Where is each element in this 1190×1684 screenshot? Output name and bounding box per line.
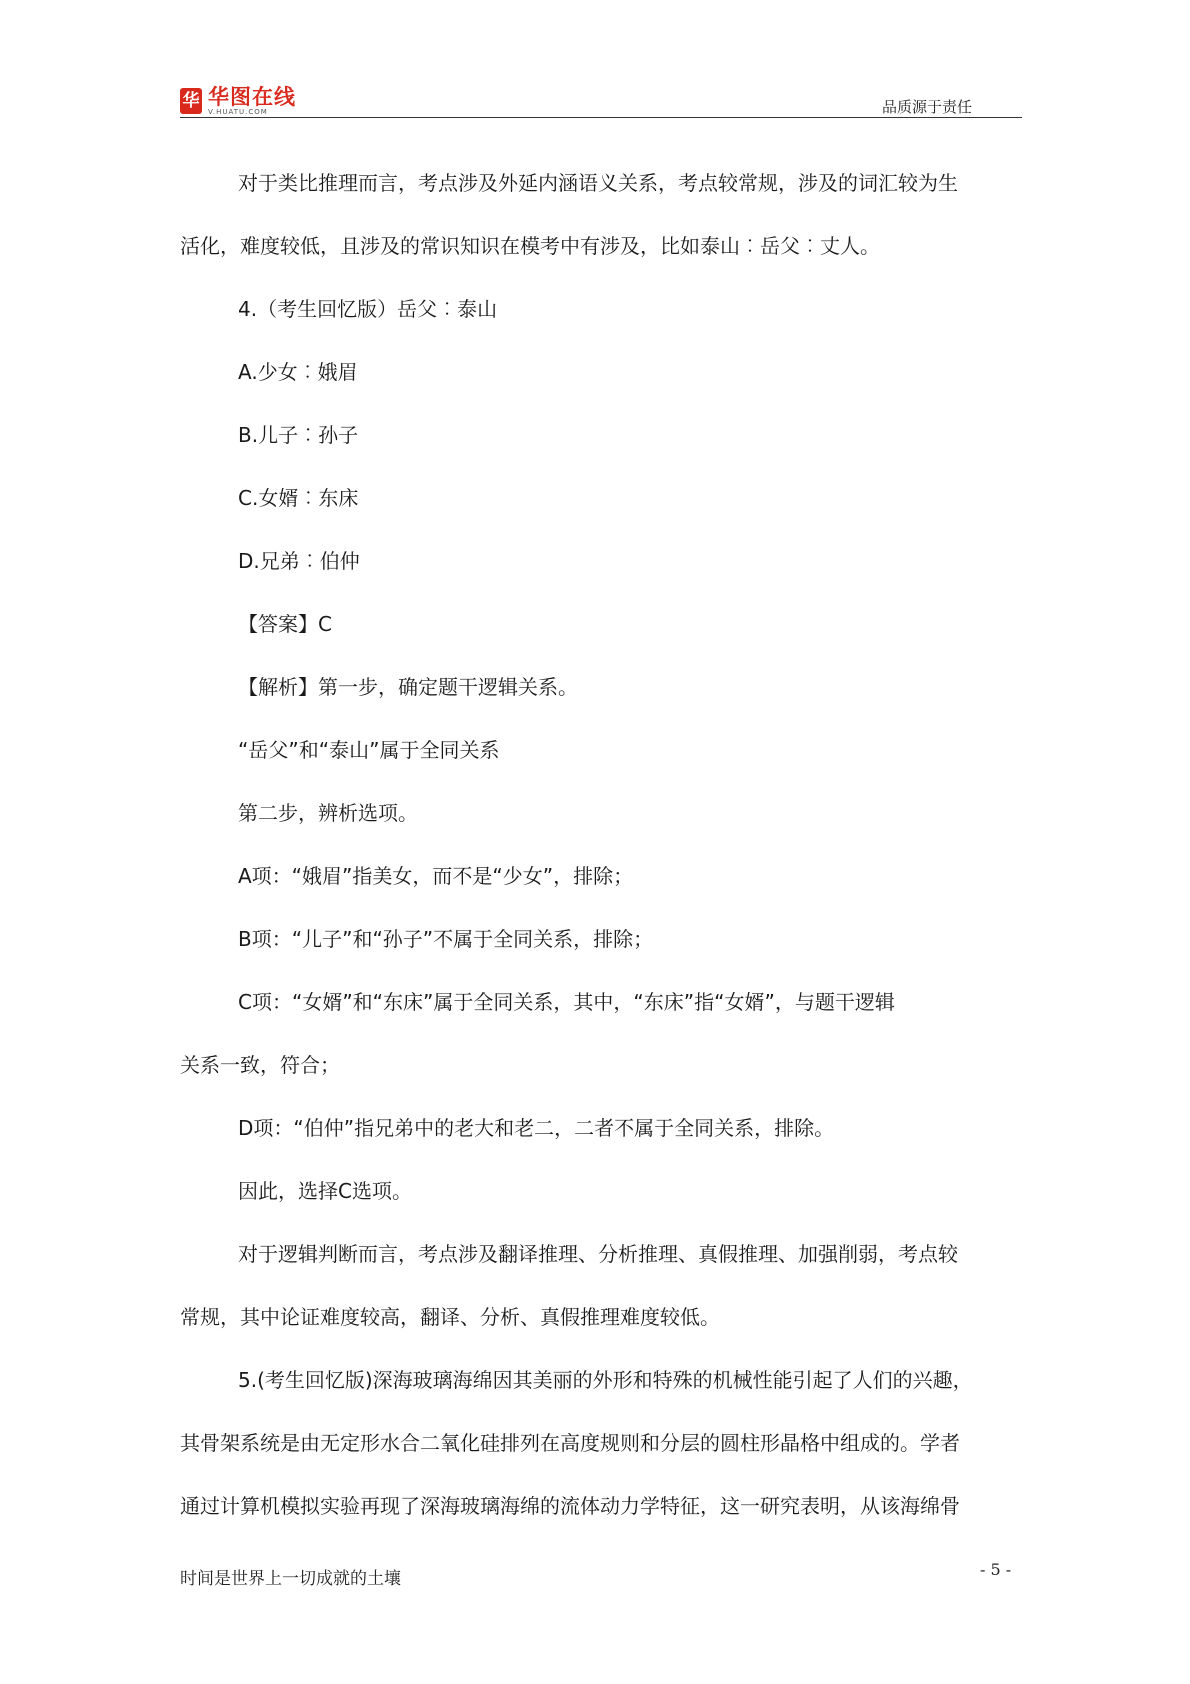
body-line: A.少女︰娥眉 <box>238 360 358 384</box>
body-line: C.女婿︰东床 <box>238 486 359 510</box>
body-line: D.兄弟︰伯仲 <box>238 549 360 573</box>
logo-brand: 华图在线 <box>208 85 296 109</box>
body-line: 常规，其中论证难度较高，翻译、分析、真假推理难度较低。 <box>180 1305 720 1329</box>
page-header <box>180 84 1022 120</box>
body-line: 其骨架系统是由无定形水合二氧化硅排列在高度规则和分层的圆柱形晶格中组成的。学者 <box>180 1431 960 1455</box>
body-line: 活化，难度较低，且涉及的常识知识在模考中有涉及，比如泰山︰岳父︰丈人。 <box>180 234 880 258</box>
body-line: 对于类比推理而言，考点涉及外延内涵语义关系，考点较常规，涉及的词汇较为生 <box>238 171 958 195</box>
body-line: 4.（考生回忆版）岳父︰泰山 <box>238 297 498 321</box>
huatu-logo <box>180 84 296 118</box>
body-line: 关系一致，符合； <box>180 1053 340 1077</box>
logo-mark-icon: 华 <box>180 88 202 114</box>
body-line: 【解析】第一步，确定题干逻辑关系。 <box>238 675 578 699</box>
body-line: B项：“儿子”和“孙子”不属于全同关系，排除； <box>238 927 654 951</box>
body-line: D项：“伯仲”指兄弟中的老大和老二，二者不属于全同关系，排除。 <box>238 1116 835 1140</box>
logo-text <box>208 86 296 116</box>
footer-motto: 时间是世界上一切成就的土壤 <box>180 1569 401 1589</box>
page-number: - 5 - <box>980 1560 1012 1579</box>
body-line: 第二步，辨析选项。 <box>238 801 418 825</box>
body-line: 【答案】C <box>238 612 332 636</box>
body-line: 因此，选择C选项。 <box>238 1179 412 1203</box>
body-line: A项：“娥眉”指美女，而不是“少女”，排除； <box>238 864 634 888</box>
body-line: C项：“女婿”和“东床”属于全同关系，其中，“东床”指“女婿”，与题干逻辑 <box>238 990 895 1014</box>
body-line: 通过计算机模拟实验再现了深海玻璃海绵的流体动力学特征，这一研究表明，从该海绵骨 <box>180 1494 960 1518</box>
body-line: B.儿子︰孙子 <box>238 423 359 447</box>
header-slogan: 品质源于责任 <box>881 98 972 116</box>
header-divider <box>180 117 1022 118</box>
body-line: 对于逻辑判断而言，考点涉及翻译推理、分析推理、真假推理、加强削弱，考点较 <box>238 1242 958 1266</box>
body-line: 5.(考生回忆版)深海玻璃海绵因其美丽的外形和特殊的机械性能引起了人们的兴趣， <box>238 1368 973 1392</box>
logo-url: V.HUATU.COM <box>208 108 268 116</box>
document-body <box>180 152 1022 1538</box>
body-line: “岳父”和“泰山”属于全同关系 <box>238 738 500 762</box>
